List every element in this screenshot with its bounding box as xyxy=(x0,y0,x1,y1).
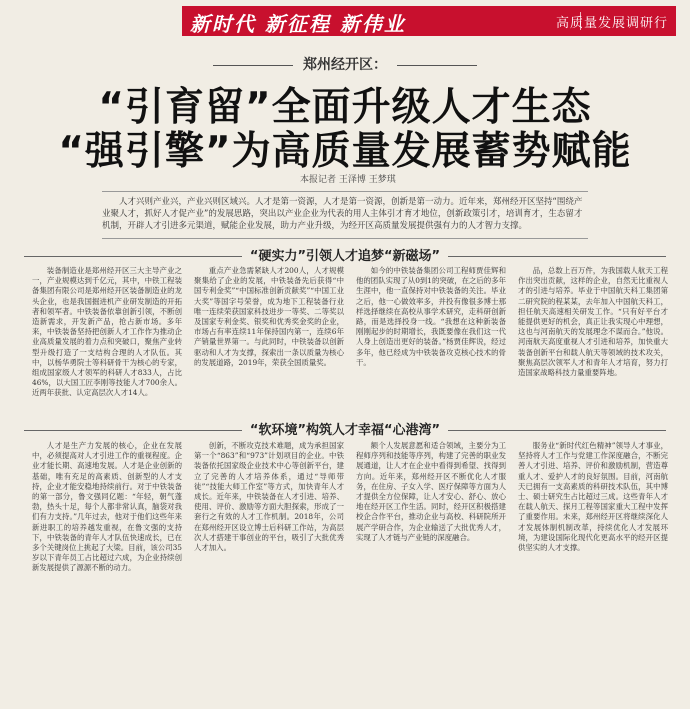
article-column xyxy=(32,266,182,411)
top-banner xyxy=(182,6,676,36)
article-paragraph: 额个人发展意愿和适合领域，主要分为工程师序列和技能等序列，构建了完善的职业发展通道，让人才在企业中看得到希望、找得到方向。近年来，郑州经开区不断优化人才服务，在住房、子女入学、医疗保障等方面为人才提供全方位保障，让人才安心、舒心、放心地在经开区工作生活。同时，经开区积极搭建校企合作平台，推动企业与高校、科研院所开展产学研合作，为企业输送了大批优秀人才，实现了人才链与产业链的深度融合。 xyxy=(356,441,506,542)
article-paragraph: 品，总数上百万件，为我国载人航天工程作出突出贡献，这样的企业，自然无比重视人才的引进与培养。毕业于中国航天科工集团第二研究院的程某某，去年加入中国航天科工，担任航天高速相关研发工作。“只有好平台才能提供更好的机会，真正让我实现心中理想，这也与河南航天的发展理念不谋而合。”他说。河南航天高度重视人才引进和培养，加快重大装备创新平台和载人航天等领域的技术攻关，聚焦高层次领军人才和青年人才培育，努力打造国家战略科技力量重要阵地。 xyxy=(518,266,668,378)
article-column xyxy=(194,441,344,703)
article-paragraph: 人才是生产力发展的核心，企业在发展中，必须提高对人才引进工作的重视程度。企业才能长期、高速地发展。人才是企业创新的基础，唯有充足的高素质、创新型的人才支持，企业才能安稳地持续前行。对于中铁装备的第一部分，鲁文强同亿题：“年轻，朝气蓬勃，热头十足，每个人都非常认真，脑袋对我们有力支持。”几年过去，他对于他们这些年来新进职工的培养越发重视，在鲁文强的支持下，中铁装备的青年人才队伍快速成长，已在多个关键岗位上挑起了大梁。目前，该公司35岁以下青年员工占比超过六成，为企业持续创新发展提供了源源不断的动力。 xyxy=(32,441,182,573)
article-paragraph: 创新，不断攻克技术难题，成为承担国家第一个“863”和“973”计划项目的企业。中铁装备依托国家级企业技术中心等创新平台，建立了完善的人才培养体系，通过“导师带徒”“技能大师工作室”等方式，加快青年人才成长。近年来，中铁装备在人才引进、培养、使用、评价、激励等方面大胆探索，形成了一套行之有效的人才工作机制。2018年，公司在郑州经开区设立博士后科研工作站，为高层次人才搭建干事创业的平台，吸引了大批优秀人才加入。 xyxy=(194,441,344,553)
article-column xyxy=(194,266,344,411)
kicker-rule-right xyxy=(397,65,477,66)
article-column xyxy=(518,266,668,411)
section-title-2 xyxy=(0,419,690,438)
article-paragraph: 服务业“新时代红色精神”领导人才事业，坚持将人才工作与党建工作深度融合，不断完善人才引进、培养、评价和激励机制，营造尊重人才、爱护人才的良好氛围。目前，河南航天已拥有一支高素质的科研技术队伍，其中博士、硕士研究生占比超过三成。这些青年人才在载人航天、探月工程等国家重大工程中发挥了重要作用。未来，郑州经开区将继续深化人才发展体制机制改革，持续优化人才发展环境，为建设国际化现代化更高水平的经开区提供坚实的人才支撑。 xyxy=(518,441,668,553)
banner-slogan: 新时代 新征程 新伟业 xyxy=(190,12,406,36)
kicker-text: 郑州经开区： xyxy=(303,57,387,73)
section-rule-left xyxy=(24,430,242,431)
article-paragraph: 装备制造业是郑州经开区三大主导产业之一，产业规模达到千亿元，其中，中铁工程装备集团有限公司是郑州经开区装备制造业的龙头企业，也是我国掘进机产业研发制造的开拓者和领军者。中铁装备依靠创新引领，不断创造新需求，开发新产品，抢占新市场。多年来，中铁装备坚持把创新人才工作作为推动企业高质量发展的着力点和突破口，聚焦产业转型升级打造了一支结构合理的人才队伍。其中，以杨华勇院士等科研骨干为核心的专家，组成国家级人才领军的科研人才833人，占比46%，以大国工匠李刚等技能人才700余人。近两年获批、认定高层次人才14人。 xyxy=(32,266,182,398)
section-title-text: “硬实力”引领人才追梦“新磁场” xyxy=(249,249,441,264)
kicker-rule-left xyxy=(213,65,293,66)
section-2-columns xyxy=(32,441,668,703)
section-title-text: “软环境”构筑人才幸福“心港湾” xyxy=(249,423,441,438)
article-column xyxy=(356,441,506,703)
section-title-1 xyxy=(0,245,690,264)
section-rule-right xyxy=(448,430,666,431)
article-column xyxy=(518,441,668,703)
banner-column-name: 高质量发展调研行 xyxy=(555,16,668,31)
section-1-columns xyxy=(32,266,668,411)
section-rule-left xyxy=(24,256,242,257)
headline-line-2: “强引擎”为高质量发展蓄势赋能 xyxy=(58,129,632,174)
section-rule-right xyxy=(448,256,666,257)
lead-text: 人才兴则产业兴，产业兴则区域兴。人才是第一资源，人才是第一资源，创新是第一动力。近年来，郑州经开区坚持“围绕产业聚人才，抓好人才促产业”的发展思路，突出以产业企业为代表的用人主体引才育才地位，创新政策引才，培训育才，生态留才机制，开辟人才引进多元渠道，赋能企业发展，助力产业升级，为经开区高质量发展提供强有力的人才智力支撑。 xyxy=(102,197,583,231)
lead-paragraph xyxy=(102,191,588,239)
headline-line-1: “引育留”全面升级人才生态 xyxy=(98,85,592,130)
article-paragraph: 如今的中铁装备集团公司工程师贾佳辉和他的团队实现了从0到1的突破，在之后的多年生涯中，他一直保持对中铁装备的关注。毕业之后，他一心做效率多，并投有像很多博士那样选择继续在高校从事学术研究，走科研创新路，而是选择投身一线。“我想在这种新装备刚刚起步的时期增长，我既要像在我们这一代人身上创造出更好的装备。”杨贾佳辉说，经过多年，他已经成为中铁装备攻克核心技术的骨干。 xyxy=(356,266,506,367)
article-column xyxy=(32,441,182,703)
article-paragraph: 重点产业急需紧缺人才200人，人才规模聚集给了企业的发展，中铁装备先后获得“中国专利金奖”“中国标准创新贡献奖”“中国工业大奖”等国字号荣誉，成为地下工程装备行业唯一连续荣获国家科技进步一等奖、二等奖以及国家专利金奖、银奖和优秀奖金奖的企业，市场占有率连续11年保持国内第一，连续6年产销量世界第一。与此同时，中铁装备以创新驱动和人才为支撑，探索出一条以质量为核心的发展道路，2019年，荣获全国质量奖。 xyxy=(194,266,344,367)
byline: 本报记者 王泽博 王梦琪 xyxy=(300,175,396,185)
article-column xyxy=(356,266,506,411)
kicker xyxy=(0,54,690,74)
